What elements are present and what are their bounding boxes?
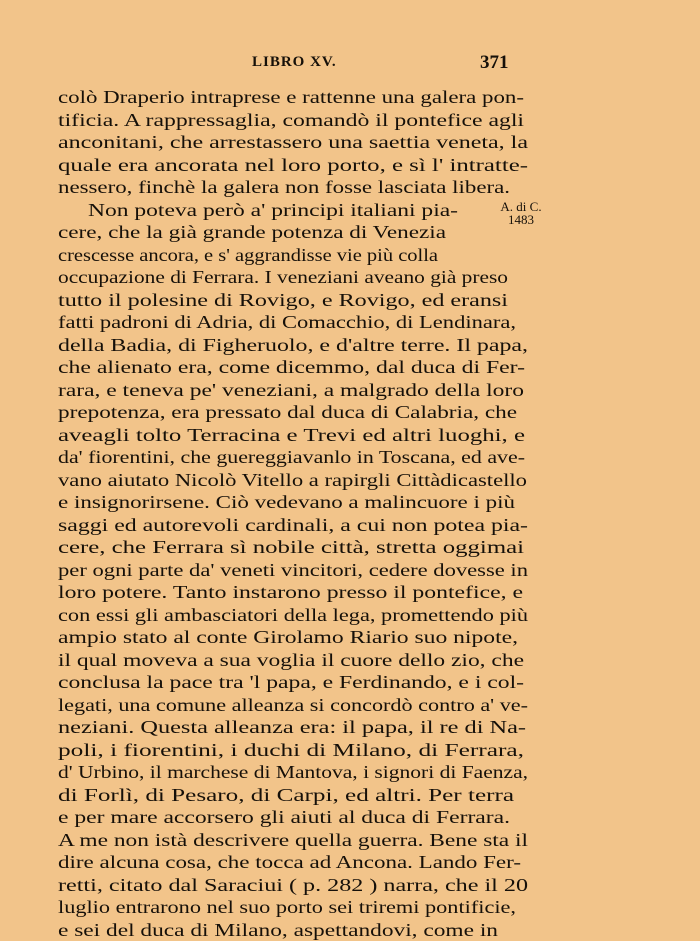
text-line [0,919,700,941]
text-line [0,244,700,267]
text-line-content: loro potere. Tanto instarono presso il pontefice, e [58,581,523,604]
text-line [0,221,700,244]
text-line [0,829,700,852]
text-line [0,266,700,289]
text-line-content: e per mare accorsero gli aiuti al duca di Ferrara. [58,806,510,829]
text-line [0,694,700,717]
text-line [0,176,700,199]
text-line [0,536,700,559]
text-line-content: d' Urbino, il marchese di Mantova, i signori di Faenza, [58,761,528,784]
text-line-content: occupazione di Ferrara. I veneziani aveano già preso [58,266,508,289]
text-line-content: anconitani, che arrestassero una saettia veneta, la [58,131,528,154]
text-line-content: prepotenza, era pressato dal duca di Calabria, che [58,401,517,424]
text-line-content: vano aiutato Nicolò Vitello a rapirgli Cittàdicastello [58,469,527,492]
text-line-content: tutto il polesine di Rovigo, e Rovigo, ed eransi [58,289,508,312]
text-line-content: tificia. A rappressaglia, comandò il pontefice agli [58,109,524,132]
text-line-content: cere, che Ferrara sì nobile città, stretta oggimai [58,536,524,559]
text-line-content: e sei del duca di Milano, aspettandovi, come in [58,919,498,941]
text-line-content: quale era ancorata nel loro porto, e sì l' intratte- [58,154,528,177]
text-line [0,604,700,627]
text-line [0,401,700,424]
text-line [0,896,700,919]
text-line-content: e insignorirsene. Ciò vedevano a malincuore i più [58,491,515,514]
text-line [0,761,700,784]
margin-note-era: A. di C. [499,200,543,213]
text-line-content: A me non istà descrivere quella guerra. Bene sta il [58,829,528,852]
text-line [0,784,700,807]
text-line-content: colò Draperio intraprese e rattenne una galera pon- [58,86,524,109]
text-line-content: retti, citato dal Saraciui ( p. 282 ) narra, che il 20 [58,874,528,897]
text-line [0,424,700,447]
text-line-content: conclusa la pace tra 'l papa, e Ferdinando, e i col- [58,671,524,694]
text-line-content: luglio entrarono nel suo porto sei triremi pontificie, [58,896,516,919]
text-line [0,379,700,402]
text-line-content: legati, una comune alleanza si concordò contro a' ve- [58,694,528,717]
text-line [0,514,700,537]
text-line [0,626,700,649]
text-line-content: poli, i fiorentini, i duchi di Milano, di Ferrara, [58,739,524,762]
text-line [0,671,700,694]
text-line [0,491,700,514]
text-line-content: cere, che la già grande potenza di Venezia [58,221,446,244]
text-line [0,199,700,222]
running-head [0,54,700,76]
text-line-content: dire alcuna cosa, che tocca ad Ancona. Lando Fer- [58,851,521,874]
text-line [0,334,700,357]
page-number: 371 [480,52,509,74]
text-line-content: che alienato era, come dicemmo, dal duca di Fer- [58,356,525,379]
margin-note-year: 1483 [499,213,543,226]
text-line [0,311,700,334]
text-line-content: neziani. Questa alleanza era: il papa, il re di Na- [58,716,526,739]
text-line-content: ampio stato al conte Girolamo Riario suo nipote, [58,626,518,649]
body-text [0,86,700,941]
text-line [0,649,700,672]
text-line [0,851,700,874]
text-line-content: rara, e teneva pe' veneziani, a malgrado della loro [58,379,524,402]
running-title: LIBRO XV. [252,54,337,71]
text-line [0,356,700,379]
text-line-content: con essi gli ambasciatori della lega, promettendo più [58,604,528,627]
text-line-content: aveagli tolto Terracina e Trevi ed altri luoghi, e [58,424,525,447]
text-line [0,559,700,582]
text-line-content: da' fiorentini, che guereggiavanlo in Toscana, ed ave- [58,446,525,469]
text-line-content: fatti padroni di Adria, di Comacchio, di Lendinara, [58,311,516,334]
text-line [0,806,700,829]
text-line [0,469,700,492]
text-line [0,289,700,312]
text-line [0,446,700,469]
text-line-content: della Badia, di Figheruolo, e d'altre terre. Il papa, [58,334,528,357]
text-line-content: crescesse ancora, e s' aggrandisse vie più colla [58,244,438,267]
text-line-content: Non poteva però a' principi italiani pia- [88,199,458,222]
text-line-content: nessero, finchè la galera non fosse lasciata libera. [58,176,510,199]
text-line [0,874,700,897]
text-line [0,109,700,132]
text-line [0,581,700,604]
text-line-content: di Forlì, di Pesaro, di Carpi, ed altri. Per terra [58,784,514,807]
text-line-content: per ogni parte da' veneti vincitori, cedere dovesse in [58,559,528,582]
text-line [0,154,700,177]
text-line [0,716,700,739]
text-line-content: il qual moveva a sua voglia il cuore dello zio, che [58,649,524,672]
text-line [0,739,700,762]
text-line [0,131,700,154]
text-line-content: saggi ed autorevoli cardinali, a cui non potea pia- [58,514,528,537]
text-line [0,86,700,109]
